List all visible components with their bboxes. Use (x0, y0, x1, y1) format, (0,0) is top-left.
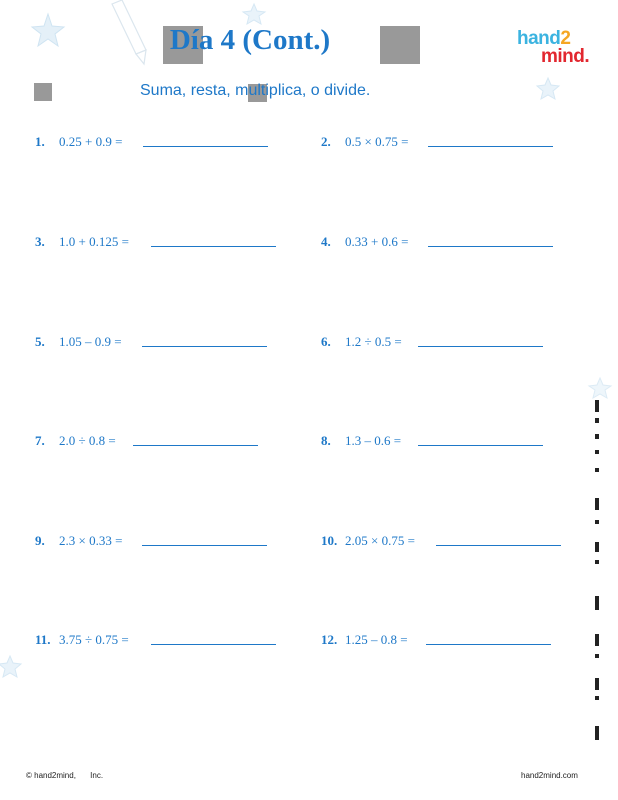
answer-line[interactable] (418, 445, 543, 446)
edge-mark (595, 726, 599, 740)
redaction-box (34, 83, 52, 101)
star-icon (589, 378, 611, 398)
star-icon (537, 78, 559, 99)
pencil-icon (112, 0, 146, 64)
problem-number: 2. (321, 134, 331, 149)
redaction-box (380, 26, 420, 64)
edge-mark (595, 434, 599, 439)
problem-number: 5. (35, 334, 45, 349)
edge-mark (595, 418, 599, 423)
edge-mark (595, 654, 599, 658)
answer-line[interactable] (142, 346, 267, 347)
answer-line[interactable] (418, 346, 543, 347)
problem-number: 9. (35, 533, 45, 548)
problem-expression: 0.25 + 0.9 = (59, 134, 123, 149)
star-icon (0, 656, 21, 677)
edge-mark (595, 542, 599, 552)
problem-expression: 1.05 – 0.9 = (59, 334, 122, 349)
problem-expression: 1.3 – 0.6 = (345, 433, 402, 448)
answer-line[interactable] (133, 445, 258, 446)
problem-expression: 2.0 ÷ 0.8 = (59, 433, 116, 448)
problem-number: 6. (321, 334, 331, 349)
edge-mark (595, 634, 599, 646)
answer-line[interactable] (151, 246, 276, 247)
brand-logo (517, 26, 597, 68)
edge-mark (595, 560, 599, 564)
footer-website: hand2mind.com (521, 771, 578, 780)
problem-number: 10. (321, 533, 338, 548)
inc-text: Inc. (90, 771, 104, 780)
problem-number: 12. (321, 632, 338, 647)
edge-mark (595, 498, 599, 510)
problem-expression: 3.75 ÷ 0.75 = (59, 632, 129, 647)
answer-line[interactable] (428, 246, 553, 247)
edge-mark (595, 678, 599, 690)
answer-line[interactable] (151, 644, 276, 645)
problem-number: 11. (35, 632, 51, 647)
edge-mark (595, 450, 599, 454)
problem-number: 8. (321, 433, 331, 448)
problem-expression: 0.5 × 0.75 = (345, 134, 409, 149)
problem-expression: 1.25 – 0.8 = (345, 632, 408, 647)
problem-expression: 0.33 + 0.6 = (345, 234, 409, 249)
answer-line[interactable] (143, 146, 268, 147)
problem-expression: 1.0 + 0.125 = (59, 234, 129, 249)
edge-mark (595, 468, 599, 472)
problem-expression: 2.3 × 0.33 = (59, 533, 123, 548)
answer-line[interactable] (142, 545, 267, 546)
edge-mark (595, 596, 599, 610)
logo-text-two: 2 (560, 28, 571, 49)
logo-text-mind: mind. (541, 46, 590, 67)
edge-mark (595, 696, 599, 700)
problem-expression: 1.2 ÷ 0.5 = (345, 334, 402, 349)
problem-number: 7. (35, 433, 45, 448)
problem-number: 1. (35, 134, 45, 149)
logo-text-hand: hand (517, 28, 561, 49)
problem-expression: 2.05 × 0.75 = (345, 533, 415, 548)
page-title: Día 4 (Cont.) (169, 24, 331, 56)
problem-number: 3. (35, 234, 45, 249)
problem-number: 4. (321, 234, 331, 249)
answer-line[interactable] (436, 545, 561, 546)
star-icon (243, 4, 265, 24)
instructions: Suma, resta, multiplica, o divide. (140, 82, 371, 99)
answer-line[interactable] (428, 146, 553, 147)
edge-mark (595, 400, 599, 412)
answer-line[interactable] (426, 644, 551, 645)
edge-mark (595, 520, 599, 524)
star-icon (32, 14, 64, 46)
copyright-text: © hand2mind, (26, 771, 76, 780)
footer-copyright (26, 771, 103, 780)
edge-marks (592, 396, 602, 756)
